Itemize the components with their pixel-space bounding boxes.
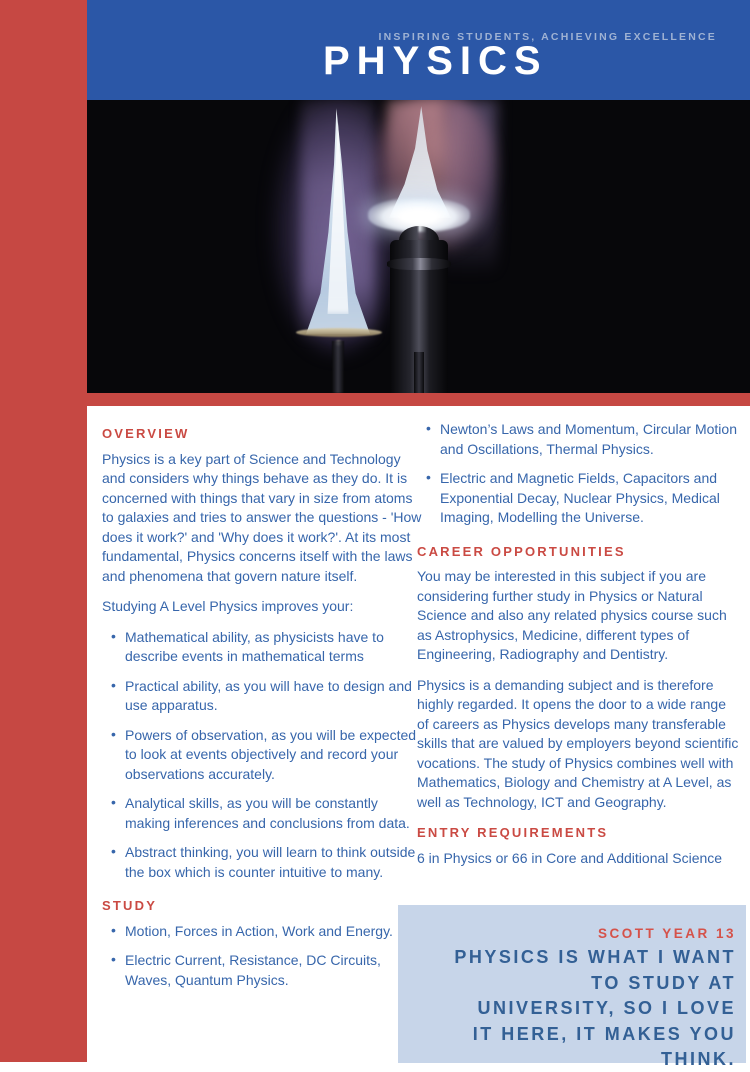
list-item: • Practical ability, as you will have to design and use apparatus.: [102, 677, 424, 716]
list-item: • Motion, Forces in Action, Work and Energy.: [102, 922, 424, 942]
list-item: • Abstract thinking, you will learn to think outside the box which is counter intuitive to many.: [102, 843, 424, 882]
list-item: • Mathematical ability, as physicists have to describe events in mathematical terms: [102, 628, 424, 667]
right-burner-collar: [387, 258, 451, 270]
bunsen-burner-photo: [87, 100, 750, 393]
career-heading: CAREER OPPORTUNITIES: [417, 543, 626, 559]
left-column: [102, 424, 424, 1000]
quote-text: PHYSICS IS WHAT I WANT TO STUDY AT UNIVERSITY, SO I LOVE IT HERE, IT MAKES YOU THINK.: [454, 947, 736, 1069]
overview-heading: OVERVIEW: [102, 426, 190, 441]
right-column: [417, 420, 740, 879]
study-bullet-list-continued: [417, 420, 740, 528]
study-bullet-list: [102, 922, 424, 991]
right-burner-rod: [414, 352, 424, 393]
career-paragraph: You may be interested in this subject if you are considering further study in Physics or Natural Science and also any related physics course such as Astrophysics, Medicine, different types of Engineering, Radiography and Dentistry.: [417, 568, 727, 662]
entry-heading: ENTRY REQUIREMENTS: [417, 825, 609, 840]
career-paragraphs: [417, 567, 740, 812]
red-divider-bar: [87, 393, 750, 406]
left-red-band: [0, 0, 87, 1062]
list-item: • Analytical skills, as you will be constantly making inferences and conclusions from data.: [102, 794, 424, 833]
header-banner: [87, 0, 750, 100]
entry-text: 6 in Physics or 66 in Core and Additional Science: [417, 849, 723, 866]
study-heading: STUDY: [102, 898, 158, 913]
improves-intro: Studying A Level Physics improves your:: [102, 598, 354, 614]
list-item: • Electric Current, Resistance, DC Circuits, Waves, Quantum Physics.: [102, 951, 424, 990]
list-item: • Electric and Magnetic Fields, Capacitors and Exponential Decay, Nuclear Physics, Medical Imaging, Modelling the Universe.: [417, 469, 740, 528]
career-paragraph: Physics is a demanding subject and is therefore highly regarded. It opens the door to a wide range of careers as Physics develops many transferable skills that are valued by employers beyond scientific vocations. The study of Physics combines well with Mathematics, Biology and Chemistry at A Level, as well as Technology, ICT and Geography.: [417, 676, 739, 810]
header-tagline: INSPIRING STUDENTS, ACHIEVING EXCELLENCE: [378, 31, 717, 43]
overview-paragraph: Physics is a key part of Science and Technology and considers why things behave as they do. It is concerned with things that vary in size from atoms to galaxies and tries to answer the questions - 'How does it work?' and 'Why does it work?'. At its most fundamental, Physics concerns itself with the laws and phenomena that govern nature itself.: [102, 450, 422, 584]
page-title: PHYSICS: [323, 39, 548, 83]
list-item: • Powers of observation, as you will be expected to look at events objectively and record your observations accurately.: [102, 726, 424, 785]
quote-student-name: SCOTT YEAR 13: [597, 926, 736, 941]
improves-bullet-list: [102, 628, 424, 883]
left-burner-rim: [296, 328, 382, 337]
left-burner-stem: [332, 341, 344, 393]
student-quote-box: [398, 905, 746, 1069]
list-item: • Newton’s Laws and Momentum, Circular Motion and Oscillations, Thermal Physics.: [417, 420, 740, 459]
